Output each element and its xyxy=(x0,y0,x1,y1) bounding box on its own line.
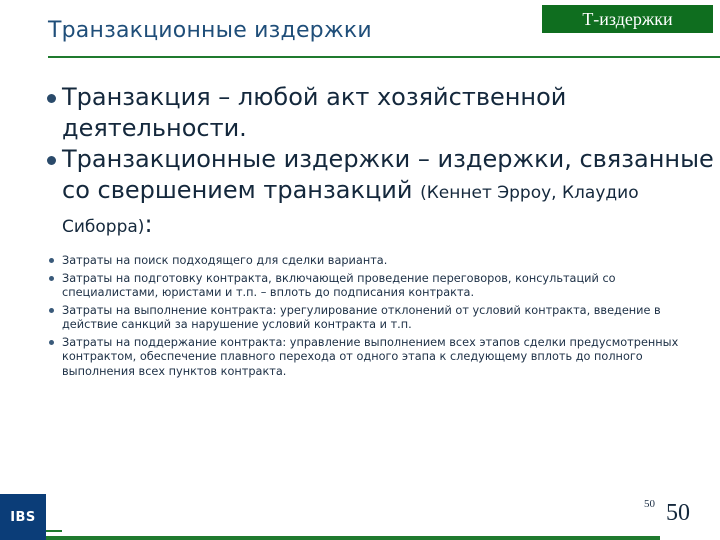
section-tag: Т-издержки xyxy=(541,4,714,34)
footer-divider xyxy=(46,536,660,540)
title-divider xyxy=(48,56,720,58)
sub-bullet-search xyxy=(48,254,698,269)
main-bullet-transaction-costs xyxy=(44,144,714,243)
main-bullet-text: Транзакционные издержки – издержки, связанные со свершением транзакций xyxy=(62,145,714,204)
slide-title: Транзакционные издержки xyxy=(48,18,372,43)
bullet-icon xyxy=(49,258,54,263)
sub-bullet-maintenance xyxy=(48,336,698,380)
bullet-icon xyxy=(47,94,56,103)
sub-bullet-text: Затраты на подготовку контракта, включающей проведение переговоров, консультаций со специалистами, юристами и т.п. – вплоть до подписания контракта. xyxy=(62,271,616,299)
bullet-icon xyxy=(47,156,56,165)
footer-accent-line xyxy=(46,530,62,532)
page-number-small: 50 xyxy=(644,498,655,510)
citation-authors: (Кеннет Эрроу, Клаудио Сиборра) xyxy=(62,183,639,237)
bullet-icon xyxy=(49,308,54,313)
bullet-icon xyxy=(49,340,54,345)
ibs-logo: IBS xyxy=(0,494,46,540)
bullet-icon xyxy=(49,276,54,281)
main-bullet-text: Транзакция – любой акт хозяйственной деятельности. xyxy=(62,83,567,142)
sub-bullet-text: Затраты на выполнение контракта: урегулирование отклонений от условий контракта, введение в действие санкций за нарушение условий контракта и т.п. xyxy=(62,303,661,331)
sub-bullet-preparation xyxy=(48,272,698,301)
page-number: 50 xyxy=(666,500,690,526)
main-bullet-transaction xyxy=(44,82,714,144)
main-bullet-list xyxy=(44,82,714,243)
colon: : xyxy=(144,210,153,238)
sub-bullet-text: Затраты на поиск подходящего для сделки варианта. xyxy=(62,254,388,267)
sub-bullet-list xyxy=(48,254,698,382)
sub-bullet-text: Затраты на поддержание контракта: управление выполнением всех этапов сделки предусмотренных контрактом, обеспечение плавного перехода от одного этапа к следующему вплоть до полного выполнения всех пунктов контракта. xyxy=(62,335,679,378)
sub-bullet-execution xyxy=(48,304,698,333)
